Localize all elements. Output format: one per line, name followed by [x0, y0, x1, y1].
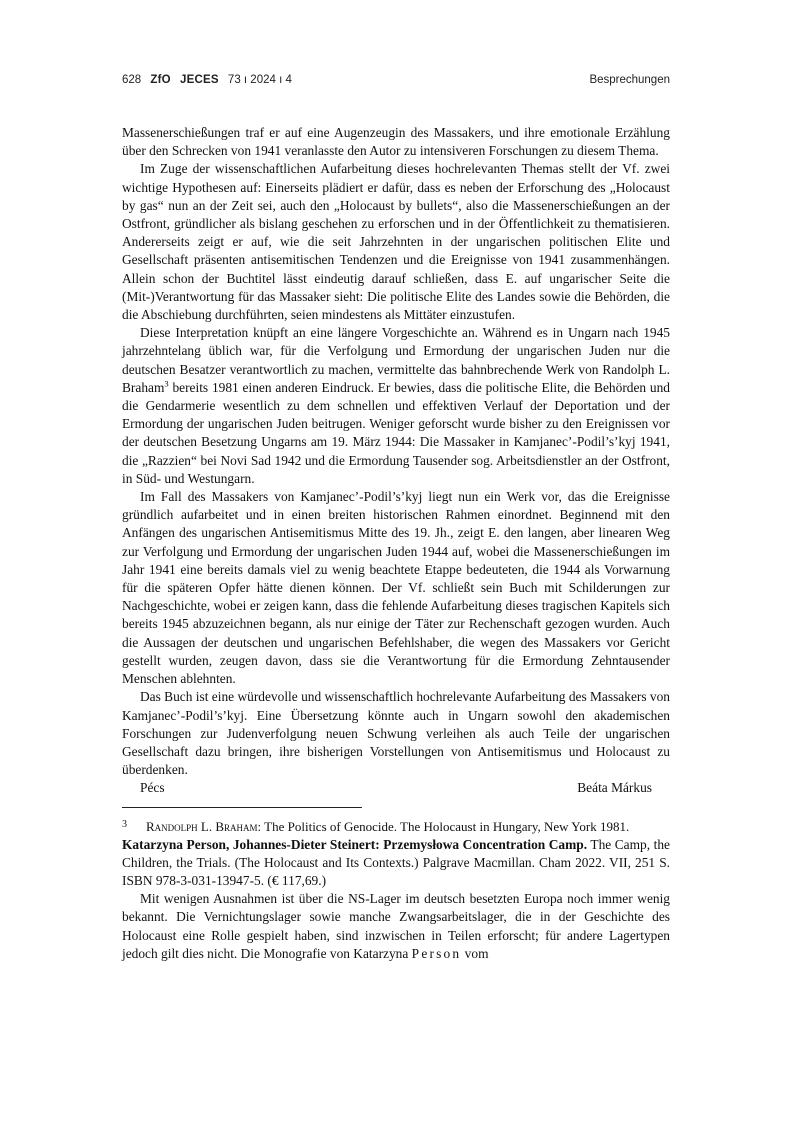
review-body	[122, 890, 670, 963]
footnote-number: 3	[122, 818, 127, 830]
footnote-text: : The Politics of Genocide. The Holocaust in Hungary, New York 1981.	[257, 818, 630, 834]
footnote-body	[146, 818, 670, 836]
section-title: Besprechungen	[589, 74, 670, 86]
footnote-ref[interactable]: 3	[164, 378, 169, 389]
paragraph-1: Massenerschießungen traf er auf eine Augenzeugin des Massakers, und ihre emotionale Erzählung über den Schrecken von 1941 veranlasste den Autor zu intensiveren Forschungen zu diesem Thema.	[122, 125, 670, 159]
paragraph-3	[122, 324, 670, 488]
signature-author: Beáta Márkus	[577, 780, 652, 796]
footnote-author: Randolph L. Braham	[146, 818, 258, 834]
signature-place: Pécs	[140, 780, 165, 796]
review-title: Katarzyna Person, Johannes-Dieter Steinert: Przemysłowa Concentration Camp.	[122, 836, 588, 852]
review-body-end: vom	[461, 945, 489, 961]
paragraph-2: Im Zuge der wissenschaftlichen Aufarbeitung dieses hochrelevanten Themas stellt der Vf. zwei wichtige Hypothesen auf: Einerseits plädiert er dafür, dass es neben der Erforschung des „Holocaust by gas“ nun an der Zeit sei, auch den „Holocaust by bullets“, also die Massenerschießungen an der Ostfront, gründlicher als bislang geschehen zu erforschen und in der Öffentlichkeit zu thematisieren. Andererseits zeigt er auf, wie die seit Jahrzehnten in der ungarischen politischen Elite und Gesellschaft präsenten antisemitischen Tendenzen und die Ereignisse von 1941 zusammenhängen. Allein schon der Buchtitel lässt eindeutig darauf schließen, dass E. auf ungarischer Seite die (Mit-)Verantwortung für das Massaker sieht: Die politische Elite des Landes sowie die Behörden, die die Abschiebung durchführten, seien mindestens als Mittäter einzustufen.	[122, 161, 670, 323]
paragraph-3-start: Diese Interpretation knüpft an eine längere Vorgeschichte an. Während es in Ungarn nach 1945 jahrzehntelang üblich war, für die Verfolgung und Ermordung der ungarischen Juden nur die deutschen Besatzer verantwortlich zu machen, vermittelte das bahnbrechende Werk von Randolph L. Braham	[122, 325, 670, 395]
paragraph-4: Im Fall des Massakers von Kamjanec’-Podil’s’kyj liegt nun ein Werk vor, das die Ereignisse gründlich aufarbeitet und in einen breiten historischen Rahmen einordnet. Beginnend mit den Anfängen des ungarischen Antisemitismus Mitte des 19. Jh., zeigt E. den langen, aber linearen Weg zur Verfolgung und Ermordung der ungarischen Juden 1944 auf, wobei die Massenerschießungen im Jahr 1941 eine bereits damals viel zu wenig beachtete Etappe bedeuteten, die 1944 als Vorwarnung für die späteren Opfer hätte dienen können. Der Vf. schließt sein Buch mit Schilderungen zur Nachgeschichte, wobei er zeigen kann, dass die fehlende Aufarbeitung dieses tragischen Kapitels sich bereits 1945 abzuzeichnen begann, als nur einige der Täter zur Rechenschaft gezogen wurden. Auch die Aussagen der deutschen und ungarischen Befehlshaber, die wegen des Massakers vor Gericht gestellt wurden, zeugen davon, dass sie die Verantwortung für die Ermordung Zehntausender Menschen ablehnten.	[122, 489, 670, 687]
header-left	[122, 74, 298, 86]
paragraph-3-end: bereits 1981 einen anderen Eindruck. Er bewies, dass die politische Elite, die Behörden und die Gendarmerie wesentlich zu dem schnellen und effektiven Verlauf der Deportation und der Ermordung der ungarischen Juden beitrugen. Weniger geforscht wurde bisher zu den Ereignissen vor der deutschen Besetzung Ungarns am 19. März 1944: Die Massaker in Kamjanec’-Podil’s’kyj 1941, die „Razzien“ bei Novi Sad 1942 und die Ermordung Tausender sog. Arbeitsdienstler an der Ostfront, in Süd- und Westungarn.	[122, 379, 670, 486]
review-details: The Camp, the Children, the Trials. (The Holocaust and Its Contexts.) Palgrave Macmillan. Cham 2022. VII, 251 S. ISBN 978-3-031-13947-5. (€ 117,69.)	[122, 836, 670, 888]
signature	[122, 779, 670, 797]
paragraph-5: Das Buch ist eine würdevolle und wissenschaftlich hochrelevante Aufarbeitung des Massakers von Kamjanec’-Podil’s’kyj. Eine Übersetzung könnte auch in Ungarn sowohl den akademischen Forschungen zur Judenverfolgung neuen Schwung verleihen als auch Teile der ungarischen Gesellschaft dazu bringen, ihre bisherigen Vorstellungen von Antisemitismus und Holocaust zu überdenken.	[122, 689, 670, 778]
review-author-name: Person	[411, 945, 462, 961]
review-body-start: Mit wenigen Ausnahmen ist über die NS-Lager im deutsch besetzten Europa noch immer wenig bekannt. Die Vernichtungslager sowie manche Zwangsarbeitslager, die in der Geschichte des Holocaust eine Rolle gespielt haben, sind inzwischen in Teilen erforscht; für andere Lagertypen jedoch gilt dies nicht. Die Monografie von Katarzyna	[122, 891, 670, 961]
running-header	[122, 74, 670, 86]
footnote-rule	[122, 807, 362, 808]
journal-volume: 73 ı 2024 ı 4	[227, 74, 292, 86]
journal-name: ZfO	[150, 74, 171, 86]
footnote	[122, 818, 670, 836]
main-text	[122, 124, 670, 963]
page-number: 628	[122, 74, 142, 86]
review-heading	[122, 836, 670, 891]
journal-subtitle: JECES	[180, 74, 219, 86]
